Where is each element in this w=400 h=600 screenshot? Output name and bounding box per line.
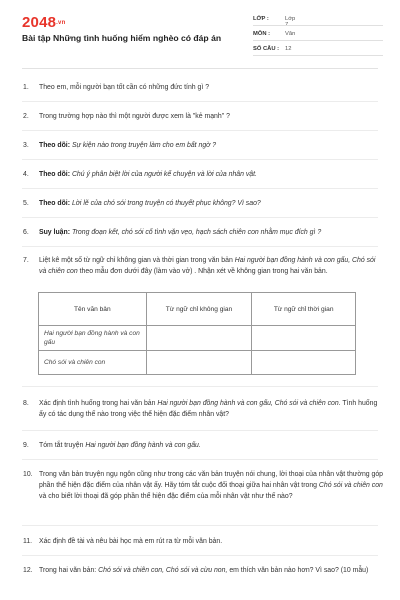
question-1: 1. Theo em, mỗi người bạn tốt cần có những đức tính gì ? (23, 84, 210, 91)
table-cell (252, 351, 356, 375)
page-title: Bài tập Những tình huống hiểm nghèo có đáp án (22, 33, 222, 43)
question-11: 11. Xác định đề tài và nêu bài học mà em rút ra từ mỗi văn bản. (23, 538, 223, 545)
logo-main: 2048 (22, 14, 57, 31)
table-cell (252, 326, 356, 351)
table-row (39, 351, 356, 375)
separator (22, 555, 378, 556)
question-4: 4. Theo dõi: Chú ý phân biệt lời của người kể chuyện và lời của nhân vật. (23, 171, 257, 178)
question-2: 2. Trong trường hợp nào thì một người được xem là "kẻ mạnh" ? (23, 113, 230, 120)
meta-class-label: LỚP : (253, 16, 269, 22)
site-logo[interactable] (22, 14, 65, 31)
meta-count-value: 12 (285, 46, 292, 52)
meta-class-value: Lớp 7 (285, 16, 296, 28)
question-9: 9. Tóm tắt truyện Hai người bạn đồng hành và con gấu. (23, 442, 201, 449)
separator (22, 101, 378, 102)
meta-subject-value: Văn (285, 31, 296, 37)
logo-suffix: .vn (56, 20, 66, 27)
table-cell: Hai người bạn đồng hành và con gấu (39, 326, 147, 351)
header-divider (22, 68, 378, 69)
table-cell (146, 351, 252, 375)
table-header: Tên văn bản (39, 293, 147, 326)
table-header: Từ ngữ chỉ không gian (146, 293, 252, 326)
table-header-row (39, 293, 356, 326)
question-10: 10. Trong văn bản truyện ngụ ngôn cũng như trong các văn bản truyện nói chung, lời thoại của nhân vật thường góp phần thể hiện đặc điểm của nhân vật ấy. Hãy tóm tắt cuộc đối thoại giữa hai nhân vật trong Chó sói và chiên con và cho biết lời thoại đã góp phần thể hiện đặc điểm của mỗi nhân vật như thế nào? (23, 471, 384, 500)
question-5: 5. Theo dõi: Lời lẽ của chó sói trong truyện có thuyết phục không? Vì sao? (23, 200, 261, 207)
separator (22, 525, 378, 526)
question-7: 7. Liệt kê một số từ ngữ chỉ không gian và thời gian trong văn bản Hai người bạn đồng hành và con gấu, Chó sói và chiên con theo mẫu đơn dưới đây (làm vào vở) . Nhận xét về không gian trong hai văn bản. (23, 257, 376, 275)
vocabulary-table (38, 292, 356, 375)
question-6: 6. Suy luận: Trong đoạn kết, chó sói cố tình vặn vẹo, hạch sách chiên con nhằm mục đích gì ? (23, 229, 322, 236)
meta-subject-label: MÔN : (253, 31, 271, 37)
question-12: 12. Trong hai văn bản: Chó sói và chiên con, Chó sói và cừu non, em thích văn bản nào hơn? Vì sao? (10 mẫu) (23, 567, 369, 574)
separator (22, 159, 378, 160)
table-cell: Chó sói và chiên con (39, 351, 147, 375)
table-header: Từ ngữ chỉ thời gian (252, 293, 356, 326)
header (0, 0, 400, 62)
separator (22, 430, 378, 431)
question-8: 8. Xác định tình huống trong hai văn bản Hai người bạn đồng hành và con gấu, Chó sói và chiên con. Tình huống ấy có tác dụng thế nào trong việc thể hiện đặc điểm nhân vật? (23, 400, 378, 418)
separator (22, 459, 378, 460)
separator (22, 246, 378, 247)
separator (22, 386, 378, 387)
table-cell (146, 326, 252, 351)
meta-count-label: SỐ CÂU : (253, 46, 280, 52)
separator (22, 188, 378, 189)
table-row (39, 326, 356, 351)
question-3: 3. Theo dõi: Sự kiện nào trong truyện làm cho em bất ngờ ? (23, 142, 217, 149)
separator (22, 217, 378, 218)
separator (22, 130, 378, 131)
